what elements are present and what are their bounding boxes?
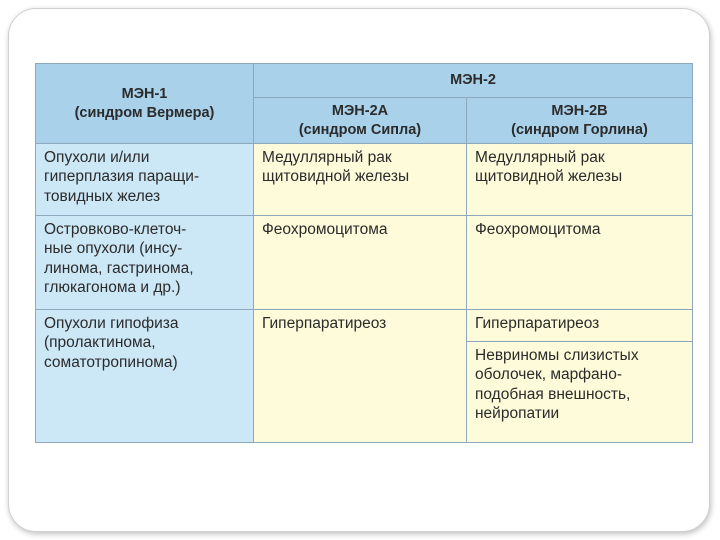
table-row xyxy=(36,144,693,216)
header-men1: МЭН-1 (синдром Вермера) xyxy=(36,64,254,144)
header-men2a: МЭН-2А (синдром Сипла) xyxy=(254,98,467,144)
cell-men2a: Феохромоцитома xyxy=(254,216,467,310)
cell-men2a: Медуллярный рак щитовидной железы xyxy=(254,144,467,216)
cell-men1: Островково-клеточ- ные опухоли (инсу- линома, гастринома, глюкагонома и др.) xyxy=(36,216,254,310)
cell-men2b: Медуллярный рак щитовидной железы xyxy=(467,144,693,216)
cell-men2a: Гиперпаратиреоз xyxy=(254,310,467,443)
cell-men2b: Феохромоцитома xyxy=(467,216,693,310)
men-table xyxy=(35,63,693,443)
header-men2: МЭН-2 xyxy=(254,64,693,98)
cell-men2b: Гиперпаратиреоз xyxy=(467,310,693,342)
header-men2b: МЭН-2В (синдром Горлина) xyxy=(467,98,693,144)
table-row xyxy=(36,310,693,342)
cell-men1: Опухоли гипофиза (пролактинома, соматотропинома) xyxy=(36,310,254,443)
cell-men1: Опухоли и/или гиперплазия паращи- товидных желез xyxy=(36,144,254,216)
cell-men2b: Невриномы слизистых оболочек, марфано- подобная внешность, нейропатии xyxy=(467,342,693,443)
table-row xyxy=(36,216,693,310)
header-row-1 xyxy=(36,64,693,98)
